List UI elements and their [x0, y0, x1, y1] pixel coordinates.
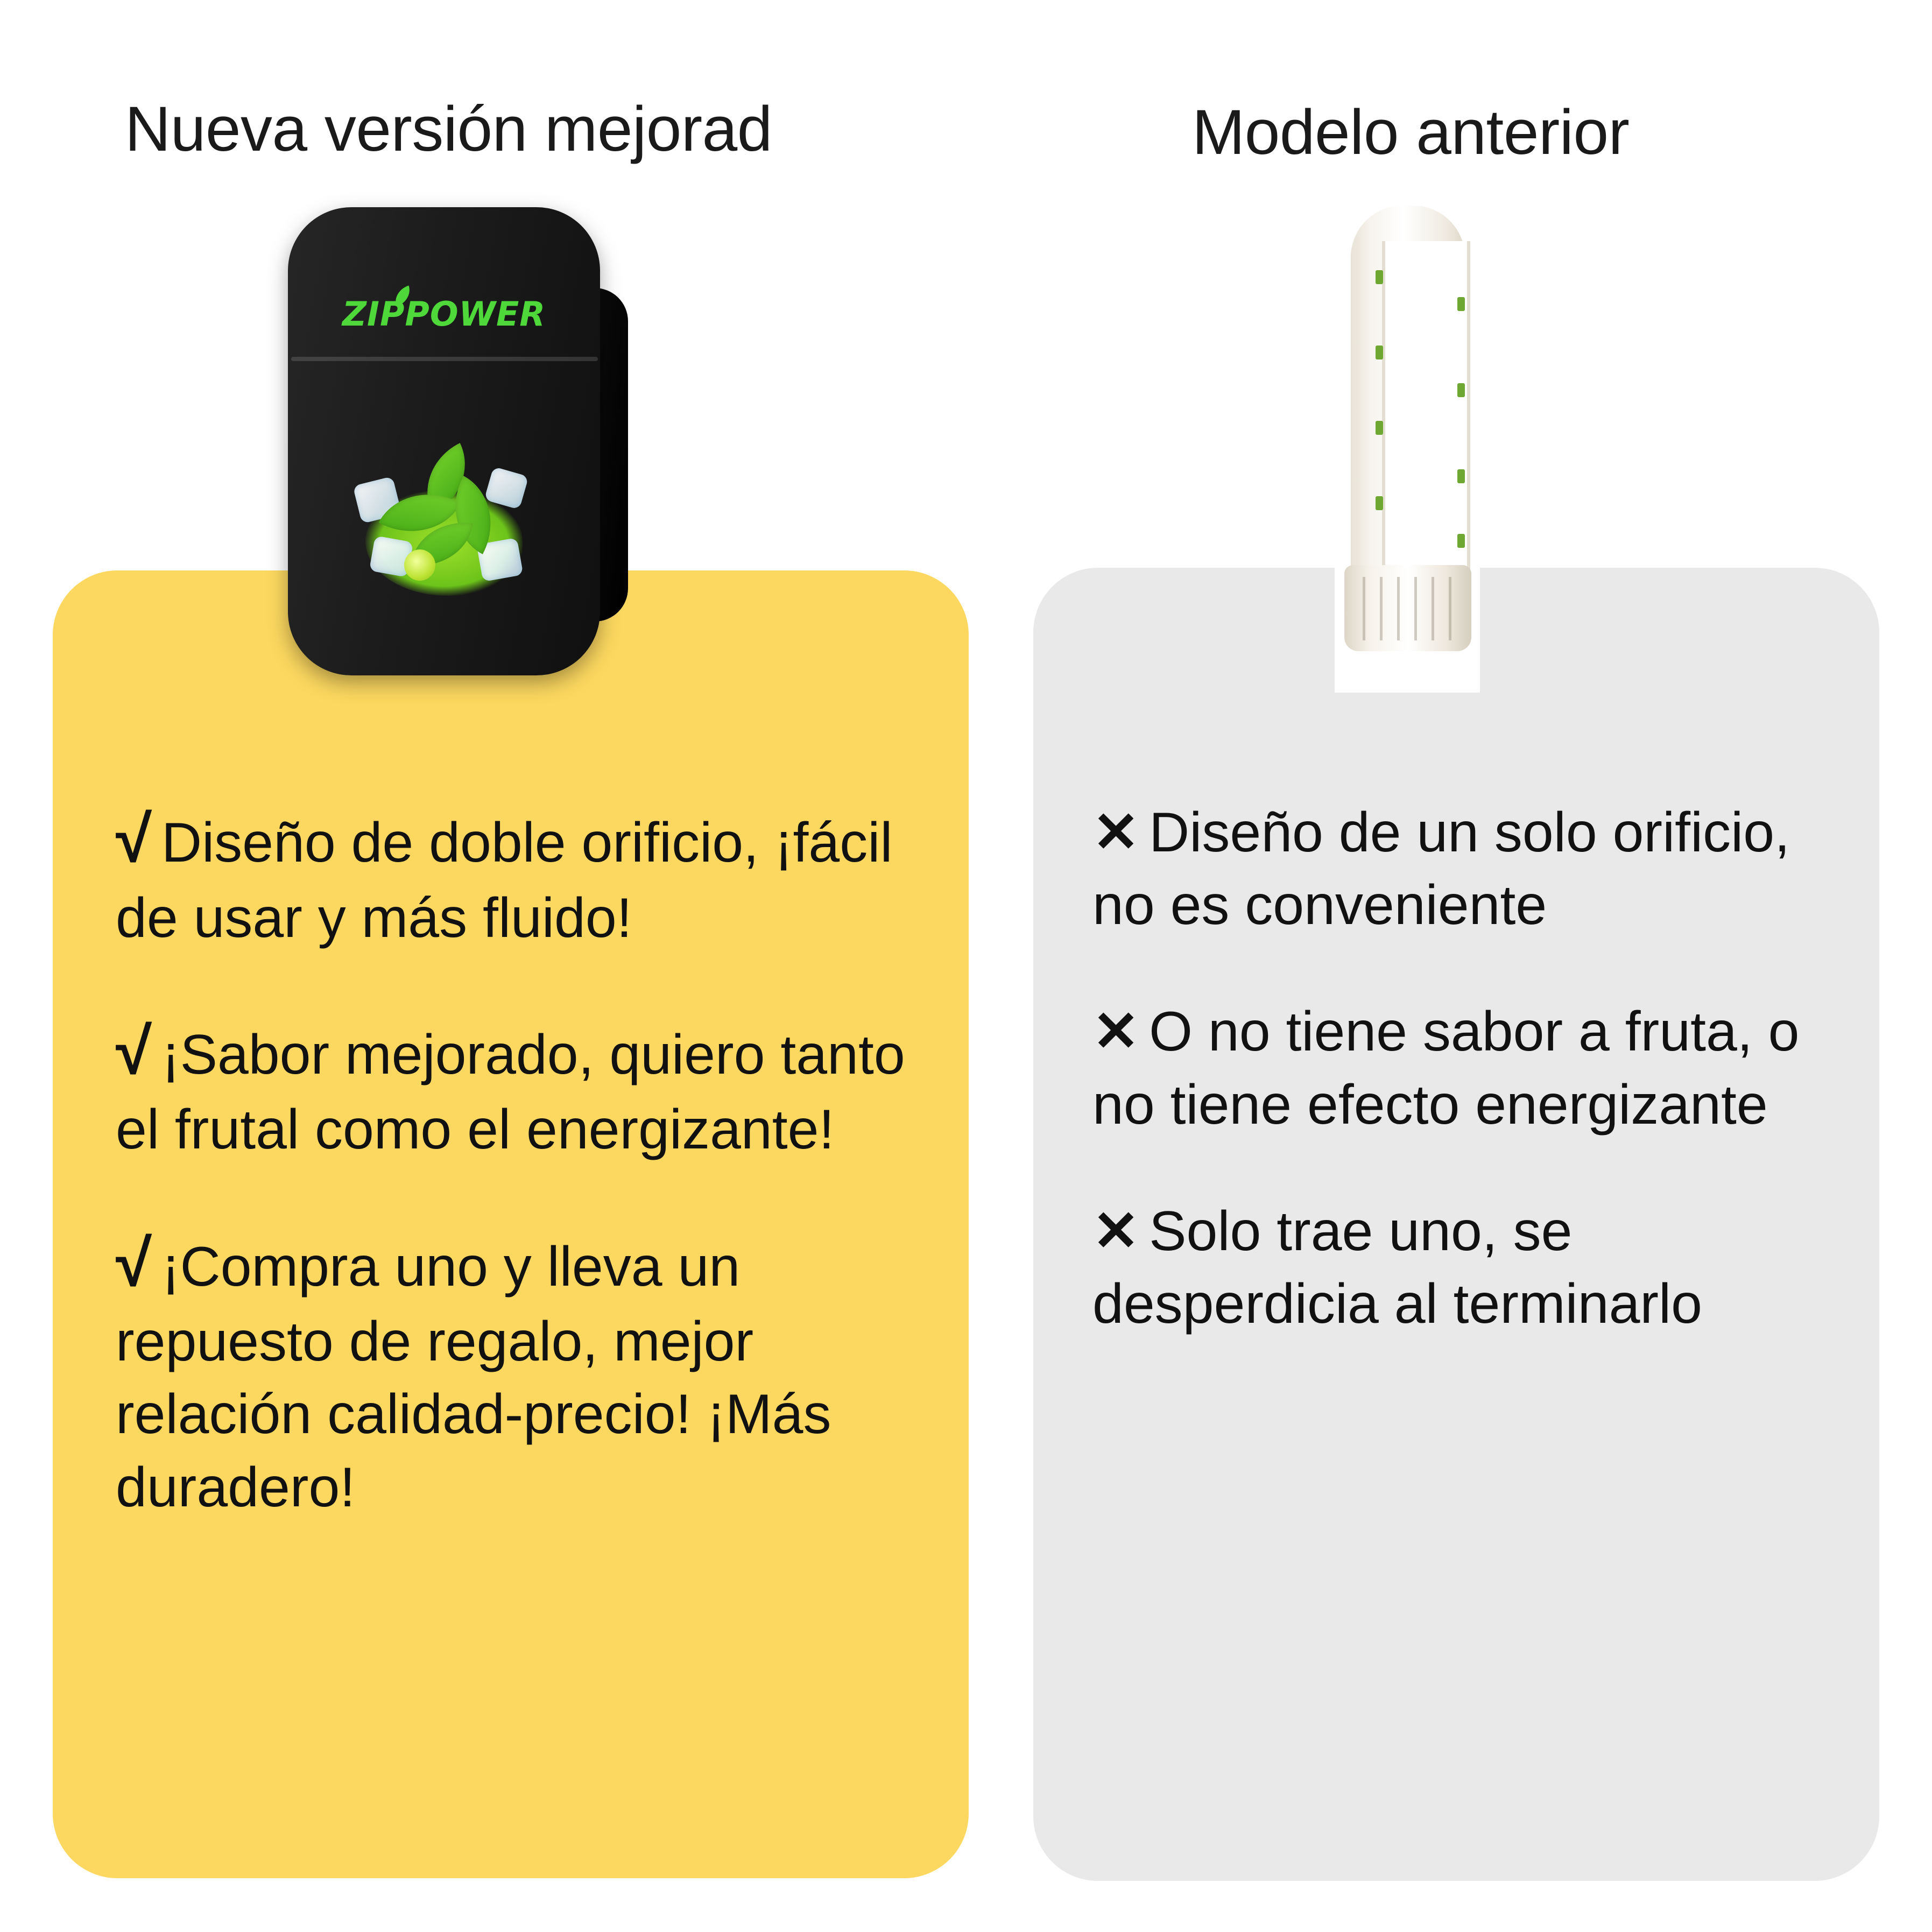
list-item-label: Diseño de un solo orificio, no es conveniente: [1092, 801, 1790, 937]
label-mark: [1376, 345, 1383, 359]
list-item: [116, 796, 923, 955]
list-item: [1092, 996, 1857, 1141]
label-mark: [1457, 383, 1465, 397]
check-icon: √: [116, 1226, 152, 1300]
old-product-image: [1335, 206, 1480, 693]
list-item: [116, 1221, 923, 1524]
new-version-bullet-list: [116, 796, 923, 1578]
old-model-bullet-list: [1092, 796, 1857, 1394]
cross-icon: ✕: [1092, 801, 1140, 864]
label-mark: [1376, 496, 1383, 510]
label-mark: [1376, 270, 1383, 284]
list-item-label: ¡Sabor mejorado, quiero tanto el frutal como el energizante!: [116, 1023, 905, 1161]
list-item-label: O no tiene sabor a fruta, o no tiene efecto energizante: [1092, 1000, 1800, 1136]
label-mark: [1376, 421, 1383, 435]
cap-rib: [1449, 577, 1451, 640]
label-mark: [1457, 534, 1465, 548]
cap-rib: [1414, 577, 1417, 640]
list-item-label: Solo trae uno, se desperdicia al terminarlo: [1092, 1200, 1702, 1335]
check-icon: √: [116, 802, 152, 876]
case-body: [288, 207, 600, 675]
label-mark: [1457, 297, 1465, 311]
new-product-image: [288, 207, 627, 675]
list-item: [1092, 1195, 1857, 1341]
stick-label: [1382, 241, 1470, 581]
lime-slice-icon: [404, 549, 435, 581]
left-column-title: Nueva versión mejorad: [125, 94, 772, 165]
case-seam: [291, 357, 598, 361]
cap-rib: [1397, 577, 1400, 640]
list-item: [116, 1009, 923, 1167]
list-item-label: Diseño de doble orificio, ¡fácil de usar y más fluido!: [116, 812, 893, 949]
cap-rib: [1380, 577, 1383, 640]
cap-rib: [1363, 577, 1365, 640]
brand-logo-text: ZIPPOWER: [342, 294, 546, 334]
mint-ice-artwork: [352, 439, 535, 616]
cap-rib: [1432, 577, 1434, 640]
stick-tube: [1351, 206, 1465, 593]
right-column-title: Modelo anterior: [1192, 97, 1630, 168]
list-item: [1092, 796, 1857, 942]
label-mark: [1457, 469, 1465, 483]
list-item-label: ¡Compra uno y lleva un repuesto de regalo, mejor relación calidad-precio! ¡Más duradero!: [116, 1235, 831, 1519]
cross-icon: ✕: [1092, 1000, 1140, 1063]
cross-icon: ✕: [1092, 1200, 1140, 1263]
check-icon: √: [116, 1014, 152, 1088]
